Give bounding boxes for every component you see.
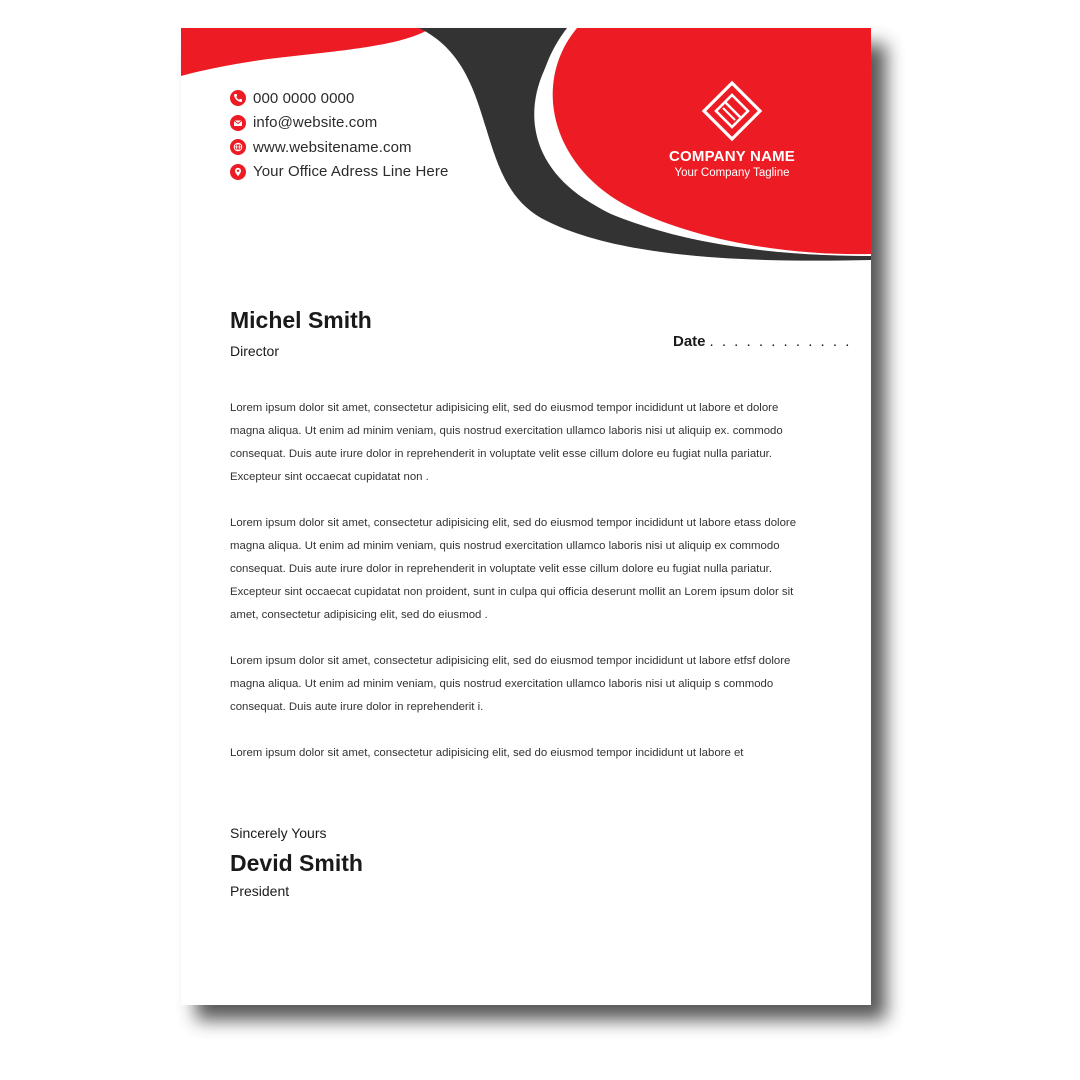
letterhead-page xyxy=(181,28,871,1005)
date-placeholder: . . . . . . . . . . . . xyxy=(709,333,852,350)
globe-icon xyxy=(230,139,246,155)
contact-address xyxy=(230,160,448,185)
contact-phone xyxy=(230,86,448,111)
date-label: Date xyxy=(673,333,706,350)
contact-phone-text: 000 0000 0000 xyxy=(253,89,355,107)
date-field xyxy=(673,333,851,350)
contact-block xyxy=(230,86,448,184)
email-icon xyxy=(230,115,246,131)
body-paragraph: Lorem ipsum dolor sit amet, consectetur adipisicing elit, sed do eiusmod tempor incididunt ut labore et xyxy=(230,747,744,759)
signer-name: Devid Smith xyxy=(230,850,363,876)
body-paragraph: Lorem ipsum dolor sit amet, consectetur adipisicing elit, sed do eiusmod tempor incididunt ut labore etass dolore magna aliqua. Ut enim ad minim veniam, quis nostrud exercitation ullamco laboris nisi ut aliquip ex commodo consequat. Duis aute irure dolor in reprehenderit in voluptate velit esse cillum dolore eu fugiat nulla pariatur. Excepteur sint occaecat cupidatat non proident, sunt in culpa qui officia deserunt mollit an Lorem ipsum dolor sit amet, consectetur adipisicing elit, sed do eiusmod . xyxy=(230,517,797,621)
company-name: COMPANY NAME xyxy=(668,148,796,165)
closing-text: Sincerely Yours xyxy=(230,825,327,841)
body-paragraph: Lorem ipsum dolor sit amet, consectetur adipisicing elit, sed do eiusmod tempor incididunt ut labore et dolore magna aliqua. Ut enim ad minim veniam, quis nostrud exercitation ullamco laboris nisi ut aliquip ex. commodo consequat. Duis aute irure dolor in reprehenderit in voluptate velit esse cillum dolore eu fugiat nulla pariatur. Excepteur sint occaecat cupidatat non . xyxy=(230,402,783,483)
sender-title: Director xyxy=(230,343,280,359)
contact-address-text: Your Office Adress Line Here xyxy=(253,163,449,181)
signer-title: President xyxy=(230,883,290,899)
phone-icon xyxy=(230,90,246,106)
body-paragraph: Lorem ipsum dolor sit amet, consectetur adipisicing elit, sed do eiusmod tempor incididunt ut labore etfsf dolore magna aliqua. Ut enim ad minim veniam, quis nostrud exercitation ullamco laboris nisi ut aliquip s commodo consequat. Duis aute irure dolor in reprehenderit i. xyxy=(230,655,791,713)
contact-email-text: info@website.com xyxy=(253,114,378,132)
contact-website-text: www.websitename.com xyxy=(253,138,412,156)
company-brand xyxy=(647,80,817,179)
contact-website xyxy=(230,135,448,160)
company-tagline: Your Company Tagline xyxy=(674,167,790,179)
diamond-logo-icon xyxy=(701,80,763,142)
location-pin-icon xyxy=(230,164,246,180)
letter-body xyxy=(230,397,815,788)
contact-email xyxy=(230,111,448,136)
sender-name: Michel Smith xyxy=(230,307,372,333)
